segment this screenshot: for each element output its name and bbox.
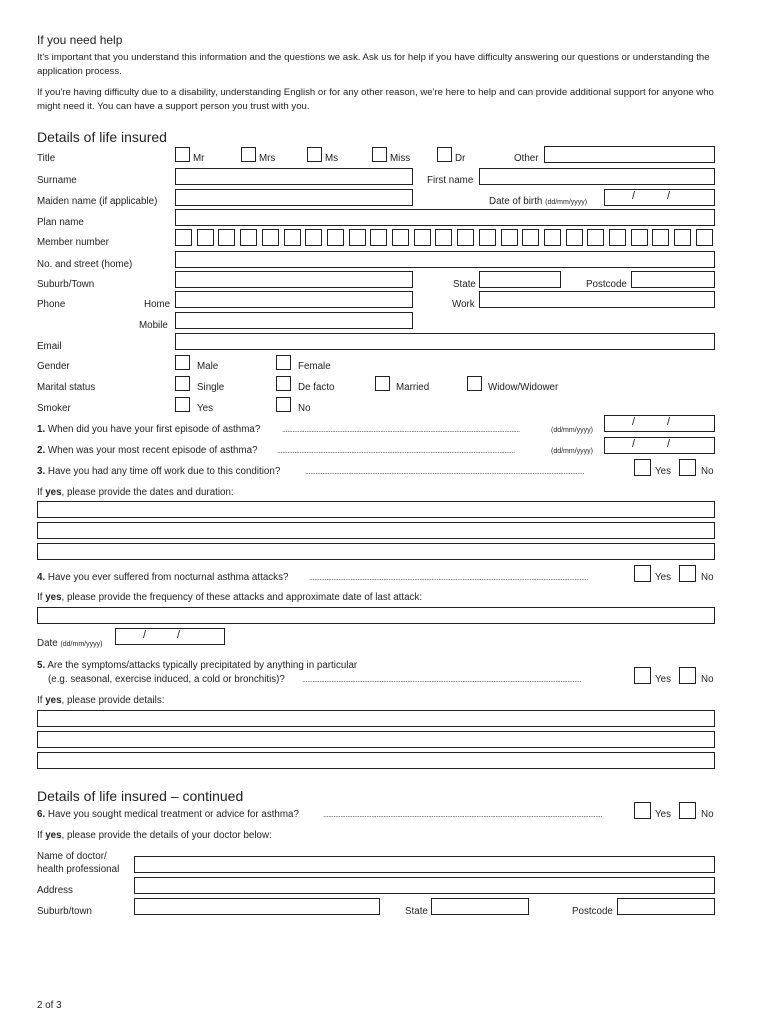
- member-number-digit-box[interactable]: [522, 229, 539, 246]
- smoker-no-label: No: [298, 403, 311, 414]
- member-number-digit-box[interactable]: [457, 229, 474, 246]
- question-3-leader: ..................................................................................................................................................................: [305, 467, 585, 476]
- member-number-digit-box[interactable]: [240, 229, 257, 246]
- question-3: 3. Have you had any time off work due to this condition?: [37, 466, 281, 477]
- gender-female-label: Female: [298, 361, 331, 372]
- phone-home-label: Home: [144, 299, 171, 310]
- member-number-digit-box[interactable]: [435, 229, 452, 246]
- member-number-digit-box[interactable]: [284, 229, 301, 246]
- question-2: 2. When was your most recent episode of asthma?: [37, 445, 258, 456]
- continued-heading: Details of life insured – continued: [37, 788, 244, 804]
- doctor-address-label: Address: [37, 885, 73, 896]
- marital-single-label: Single: [197, 382, 225, 393]
- state-label: State: [453, 279, 476, 290]
- q2-slash-1: /: [632, 438, 636, 450]
- member-number-digit-box[interactable]: [218, 229, 235, 246]
- question-6-no-label: No: [701, 809, 714, 820]
- member-number-digit-box[interactable]: [631, 229, 648, 246]
- member-number-digit-box[interactable]: [349, 229, 366, 246]
- gender-male-label: Male: [197, 361, 219, 372]
- question-3-yes-label: Yes: [655, 466, 671, 477]
- q4-slash-2: /: [177, 629, 181, 641]
- title-label: Title: [37, 153, 56, 164]
- dob-slash-1: /: [632, 190, 636, 202]
- title-mrs-checkbox[interactable]: [241, 147, 256, 162]
- dob-field[interactable]: [604, 189, 715, 206]
- title-mr-label: Mr: [193, 153, 205, 164]
- question-6-yes-checkbox[interactable]: [634, 802, 651, 819]
- doctor-suburb-field[interactable]: [134, 898, 380, 915]
- question-3-answer-line-1[interactable]: [37, 501, 715, 518]
- title-other-label: Other: [514, 153, 539, 164]
- q2-slash-2: /: [667, 438, 671, 450]
- question-4-answer-line[interactable]: [37, 607, 715, 624]
- help-heading: If you need help: [37, 33, 123, 47]
- question-5-no-checkbox[interactable]: [679, 667, 696, 684]
- question-6-followup: If yes, please provide the details of your doctor below:: [37, 830, 272, 841]
- smoker-label: Smoker: [37, 403, 71, 414]
- marital-married-checkbox[interactable]: [375, 376, 390, 391]
- doctor-address-field[interactable]: [134, 877, 715, 894]
- member-number-digit-box[interactable]: [392, 229, 409, 246]
- maiden-name-label: Maiden name (if applicable): [37, 196, 158, 207]
- doctor-name-field[interactable]: [134, 856, 715, 873]
- question-3-answer-line-3[interactable]: [37, 543, 715, 560]
- question-5-answer-line-3[interactable]: [37, 752, 715, 769]
- marital-defacto-label: De facto: [298, 382, 335, 393]
- plan-name-label: Plan name: [37, 217, 84, 228]
- doctor-label-line-2: health professional: [37, 864, 120, 875]
- member-number-digit-box[interactable]: [696, 229, 713, 246]
- gender-label: Gender: [37, 361, 70, 372]
- member-number-digit-box[interactable]: [262, 229, 279, 246]
- smoker-yes-label: Yes: [197, 403, 213, 414]
- member-number-digit-box[interactable]: [414, 229, 431, 246]
- marital-married-label: Married: [396, 382, 430, 393]
- doctor-suburb-label: Suburb/town: [37, 906, 93, 917]
- doctor-label-line-1: Name of doctor/: [37, 851, 107, 862]
- state-field[interactable]: [479, 271, 561, 288]
- question-6-leader: ..................................................................................................................................................................: [323, 810, 603, 819]
- phone-label: Phone: [37, 299, 66, 310]
- question-5-followup: If yes, please provide details:: [37, 695, 165, 706]
- question-4-yes-label: Yes: [655, 572, 671, 583]
- dob-label: Date of birth (dd/mm/yyyy): [489, 196, 588, 207]
- question-2-date-field[interactable]: [604, 437, 715, 454]
- phone-work-label: Work: [452, 299, 475, 310]
- question-2-leader: ..........................................................................................................................................: [277, 446, 515, 455]
- marital-widow-label: Widow/Widower: [488, 382, 559, 393]
- question-5-answer-line-1[interactable]: [37, 710, 715, 727]
- question-4-no-label: No: [701, 572, 714, 583]
- question-4-no-checkbox[interactable]: [679, 565, 696, 582]
- question-1-leader: ..........................................................................................................................................: [282, 425, 520, 434]
- doctor-postcode-label: Postcode: [572, 906, 613, 917]
- question-3-answer-line-2[interactable]: [37, 522, 715, 539]
- first-name-label: First name: [427, 175, 474, 186]
- title-miss-checkbox[interactable]: [372, 147, 387, 162]
- gender-female-checkbox[interactable]: [276, 355, 291, 370]
- question-4-date-label: Date (dd/mm/yyyy): [37, 638, 103, 649]
- marital-defacto-checkbox[interactable]: [276, 376, 291, 391]
- suburb-label: Suburb/Town: [37, 279, 95, 290]
- member-number-digit-box[interactable]: [587, 229, 604, 246]
- phone-mobile-field[interactable]: [175, 312, 413, 329]
- question-2-date-format: (dd/mm/yyyy): [551, 448, 593, 455]
- member-number-digit-box[interactable]: [544, 229, 561, 246]
- question-5-line-2: (e.g. seasonal, exercise induced, a cold or bronchitis)?: [48, 674, 285, 685]
- email-label: Email: [37, 341, 62, 352]
- marital-status-label: Marital status: [37, 382, 96, 393]
- question-6-no-checkbox[interactable]: [679, 802, 696, 819]
- question-5-line-1: 5. Are the symptoms/attacks typically precipitated by anything in particular: [37, 660, 358, 671]
- doctor-postcode-field[interactable]: [617, 898, 715, 915]
- member-number-digit-box[interactable]: [197, 229, 214, 246]
- doctor-state-label: State: [405, 906, 428, 917]
- question-5-no-label: No: [701, 674, 714, 685]
- plan-name-field[interactable]: [175, 209, 715, 226]
- suburb-field[interactable]: [175, 271, 413, 288]
- title-other-field[interactable]: [544, 146, 715, 163]
- street-field[interactable]: [175, 251, 715, 268]
- page-number: 2 of 3: [37, 1000, 62, 1011]
- gender-male-checkbox[interactable]: [175, 355, 190, 370]
- help-paragraph-2: If you're having difficulty due to a disability, understanding English or for any other reason, we're here to help and can provide additional support for anyone who might need it. You can have a support person you trust with you.: [37, 87, 714, 112]
- member-number-label: Member number: [37, 237, 109, 248]
- postcode-label: Postcode: [586, 279, 627, 290]
- member-number-digit-box[interactable]: [501, 229, 518, 246]
- member-number-digit-box[interactable]: [674, 229, 691, 246]
- marital-widow-checkbox[interactable]: [467, 376, 482, 391]
- title-dr-checkbox[interactable]: [437, 147, 452, 162]
- maiden-name-field[interactable]: [175, 189, 413, 206]
- title-ms-checkbox[interactable]: [307, 147, 322, 162]
- question-4-date-field[interactable]: [115, 628, 225, 645]
- phone-mobile-label: Mobile: [139, 320, 168, 331]
- title-mrs-label: Mrs: [259, 153, 276, 164]
- surname-field[interactable]: [175, 168, 413, 185]
- title-ms-label: Ms: [325, 153, 339, 164]
- question-6: 6. Have you sought medical treatment or advice for asthma?: [37, 809, 299, 820]
- question-1: 1. When did you have your first episode of asthma?: [37, 424, 261, 435]
- phone-home-field[interactable]: [175, 291, 413, 308]
- surname-label: Surname: [37, 175, 77, 186]
- member-number-digit-box[interactable]: [479, 229, 496, 246]
- question-3-no-checkbox[interactable]: [679, 459, 696, 476]
- member-number-digit-box[interactable]: [327, 229, 344, 246]
- member-number-digit-box[interactable]: [652, 229, 669, 246]
- postcode-field[interactable]: [631, 271, 715, 288]
- member-number-digit-box[interactable]: [175, 229, 192, 246]
- question-1-date-format: (dd/mm/yyyy): [551, 427, 593, 434]
- marital-single-checkbox[interactable]: [175, 376, 190, 391]
- question-5-answer-line-2[interactable]: [37, 731, 715, 748]
- title-miss-label: Miss: [390, 153, 411, 164]
- dob-slash-2: /: [667, 190, 671, 202]
- first-name-field[interactable]: [479, 168, 715, 185]
- question-5-yes-checkbox[interactable]: [634, 667, 651, 684]
- question-4-leader: ..................................................................................................................................................................: [309, 573, 589, 582]
- member-number-digit-box[interactable]: [566, 229, 583, 246]
- question-5-leader: ..................................................................................................................................................................: [302, 675, 582, 684]
- smoker-yes-checkbox[interactable]: [175, 397, 190, 412]
- smoker-no-checkbox[interactable]: [276, 397, 291, 412]
- doctor-state-field[interactable]: [431, 898, 529, 915]
- title-dr-label: Dr: [455, 153, 466, 164]
- question-3-no-label: No: [701, 466, 714, 477]
- question-4-yes-checkbox[interactable]: [634, 565, 651, 582]
- q1-slash-1: /: [632, 416, 636, 428]
- question-3-yes-checkbox[interactable]: [634, 459, 651, 476]
- question-6-yes-label: Yes: [655, 809, 671, 820]
- question-1-date-field[interactable]: [604, 415, 715, 432]
- q4-slash-1: /: [143, 629, 147, 641]
- member-number-digit-box[interactable]: [370, 229, 387, 246]
- help-paragraph-1: It's important that you understand this information and the questions we ask. Ask us for help if you have difficulty answering our questions or understanding the application process.: [37, 52, 710, 77]
- question-4: 4. Have you ever suffered from nocturnal asthma attacks?: [37, 572, 289, 583]
- member-number-digit-box[interactable]: [609, 229, 626, 246]
- question-5-yes-label: Yes: [655, 674, 671, 685]
- phone-work-field[interactable]: [479, 291, 715, 308]
- details-heading: Details of life insured: [37, 129, 167, 145]
- q1-slash-2: /: [667, 416, 671, 428]
- question-4-followup: If yes, please provide the frequency of these attacks and approximate date of last attack:: [37, 592, 423, 603]
- email-field[interactable]: [175, 333, 715, 350]
- member-number-digit-box[interactable]: [305, 229, 322, 246]
- street-label: No. and street (home): [37, 259, 133, 270]
- question-3-followup: If yes, please provide the dates and duration:: [37, 487, 234, 498]
- title-mr-checkbox[interactable]: [175, 147, 190, 162]
